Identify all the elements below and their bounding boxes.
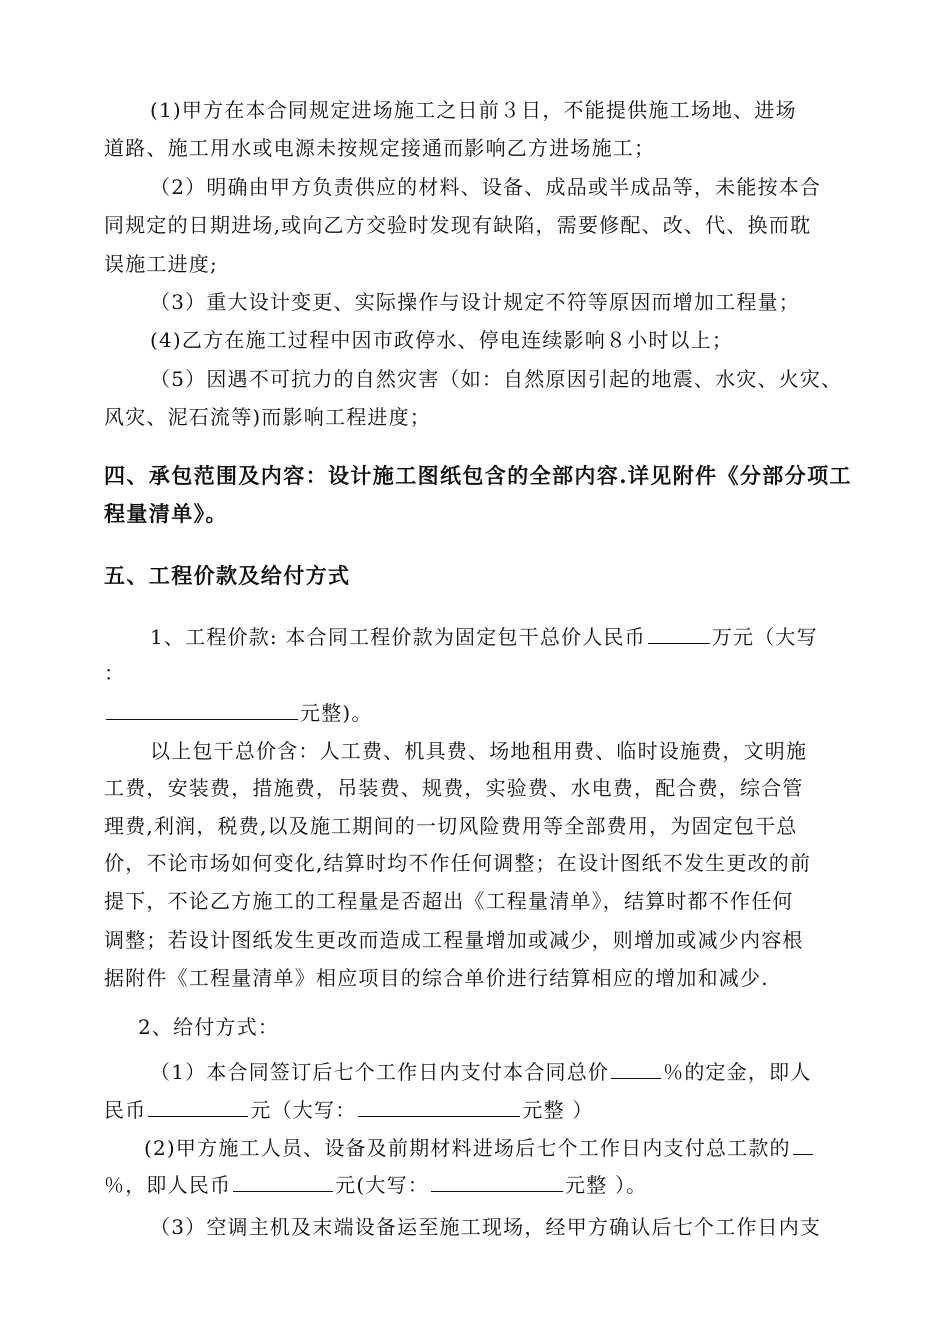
inclusive-line-7: 据附件《工程量清单》相应项目的综合单价进行结算相应的增加和减少.: [104, 966, 769, 990]
inclusive-line-4: 价，不论市场如何变化,结算时均不作任何调整；在设计图纸不发生更改的前: [104, 851, 812, 875]
price-text-b: 万元（大写: [711, 625, 818, 649]
price-amount-blank[interactable]: [648, 623, 710, 644]
payment-item-2-text: (2)甲方施工人员、设备及前期材料进场后七个工作日内支付总工款的: [144, 1136, 791, 1160]
payment-item-1-text: （1）本合同签订后七个工作日内支付本合同总价: [150, 1060, 610, 1084]
payment-item-2: [144, 1134, 854, 1162]
payment-item-1-rmb: 民币: [104, 1098, 147, 1122]
deposit-amount-blank[interactable]: [148, 1096, 248, 1117]
payment-heading: 2、给付方式：: [138, 1015, 280, 1039]
payment-item-1-cont: [104, 1096, 854, 1124]
payment-item-2-end: 元整 ）。: [565, 1173, 648, 1197]
section-5-heading: 五、工程价款及给付方式: [104, 563, 351, 588]
price-line: [150, 623, 854, 651]
payment-item-1-text-b: ％的定金，即人: [663, 1060, 812, 1084]
payment-item-1: [150, 1058, 854, 1086]
clause-item-5: （5）因遇不可抗力的自然灾害（如：自然原因引起的地震、水灾、火灾、: [150, 367, 843, 391]
clause-item-2-cont2: 误施工进度;: [104, 252, 218, 276]
inclusive-line-2: 工费，安装费，措施费，吊装费、规费，实验费、水电费，配合费，综合管: [104, 776, 804, 800]
progress-uppercase-blank[interactable]: [431, 1171, 563, 1192]
clause-item-5-cont: 风灾、泥石流等)而影响工程进度；: [104, 405, 432, 429]
clause-item-3: （3）重大设计变更、实际操作与设计规定不符等原因而增加工程量；: [150, 290, 800, 314]
payment-item-2-cont: [104, 1171, 854, 1199]
section-4-heading: 四、承包范围及内容：设计施工图纸包含的全部内容.详见附件《分部分项工: [104, 463, 852, 488]
price-text-a: 1、工程价款: 本合同工程价款为固定包干总价人民币: [150, 625, 646, 649]
deposit-percent-blank[interactable]: [611, 1058, 661, 1079]
price-text-d: 元整)。: [300, 701, 373, 725]
clause-item-4: (4)乙方在施工过程中因市政停水、停电连续影响８小时以上；: [150, 328, 734, 352]
payment-item-1-end: 元整 ）: [522, 1098, 594, 1122]
payment-item-3: （3）空调主机及末端设备运至施工现场，经甲方确认后七个工作日内支: [150, 1215, 822, 1239]
payment-item-2-uppercase: 元(大写：: [335, 1173, 430, 1197]
clause-item-2-cont: 同规定的日期进场,或向乙方交验时发现有缺陷，需要修配、改、代、换而耽: [104, 213, 812, 237]
price-uppercase-line: [104, 699, 854, 727]
deposit-uppercase-blank[interactable]: [358, 1096, 520, 1117]
progress-percent-blank[interactable]: [793, 1134, 813, 1155]
clause-item-1: (1)甲方在本合同规定进场施工之日前３日，不能提供施工场地、进场: [150, 98, 797, 122]
payment-item-1-uppercase: 元（大写：: [250, 1098, 357, 1122]
price-uppercase-blank[interactable]: [106, 699, 298, 720]
inclusive-line-6: 调整；若设计图纸发生更改而造成工程量增加或减少，则增加或减少内容根: [104, 928, 804, 952]
clause-item-1-cont: 道路、施工用水或电源未按规定接通而影响乙方进场施工；: [104, 136, 656, 160]
progress-amount-blank[interactable]: [233, 1171, 333, 1192]
inclusive-line-5: 提下，不论乙方施工的工程量是否超出《工程量清单》，结算时都不作任何: [104, 889, 794, 913]
inclusive-line-1: 以上包干总价含：人工费、机具费、场地租用费、临时设施费，文明施: [150, 739, 808, 763]
section-4-heading-cont: 程量清单》。: [104, 501, 228, 526]
payment-item-2-rmb: ％，即人民币: [104, 1173, 232, 1197]
clause-item-2: （2）明确由甲方负责供应的材料、设备、成品或半成品等，未能按本合: [150, 175, 822, 199]
price-colon: ：: [104, 661, 126, 685]
inclusive-line-3: 理费,利润，税费,以及施工期间的一切风险费用等全部费用，为固定包干总: [104, 814, 798, 838]
